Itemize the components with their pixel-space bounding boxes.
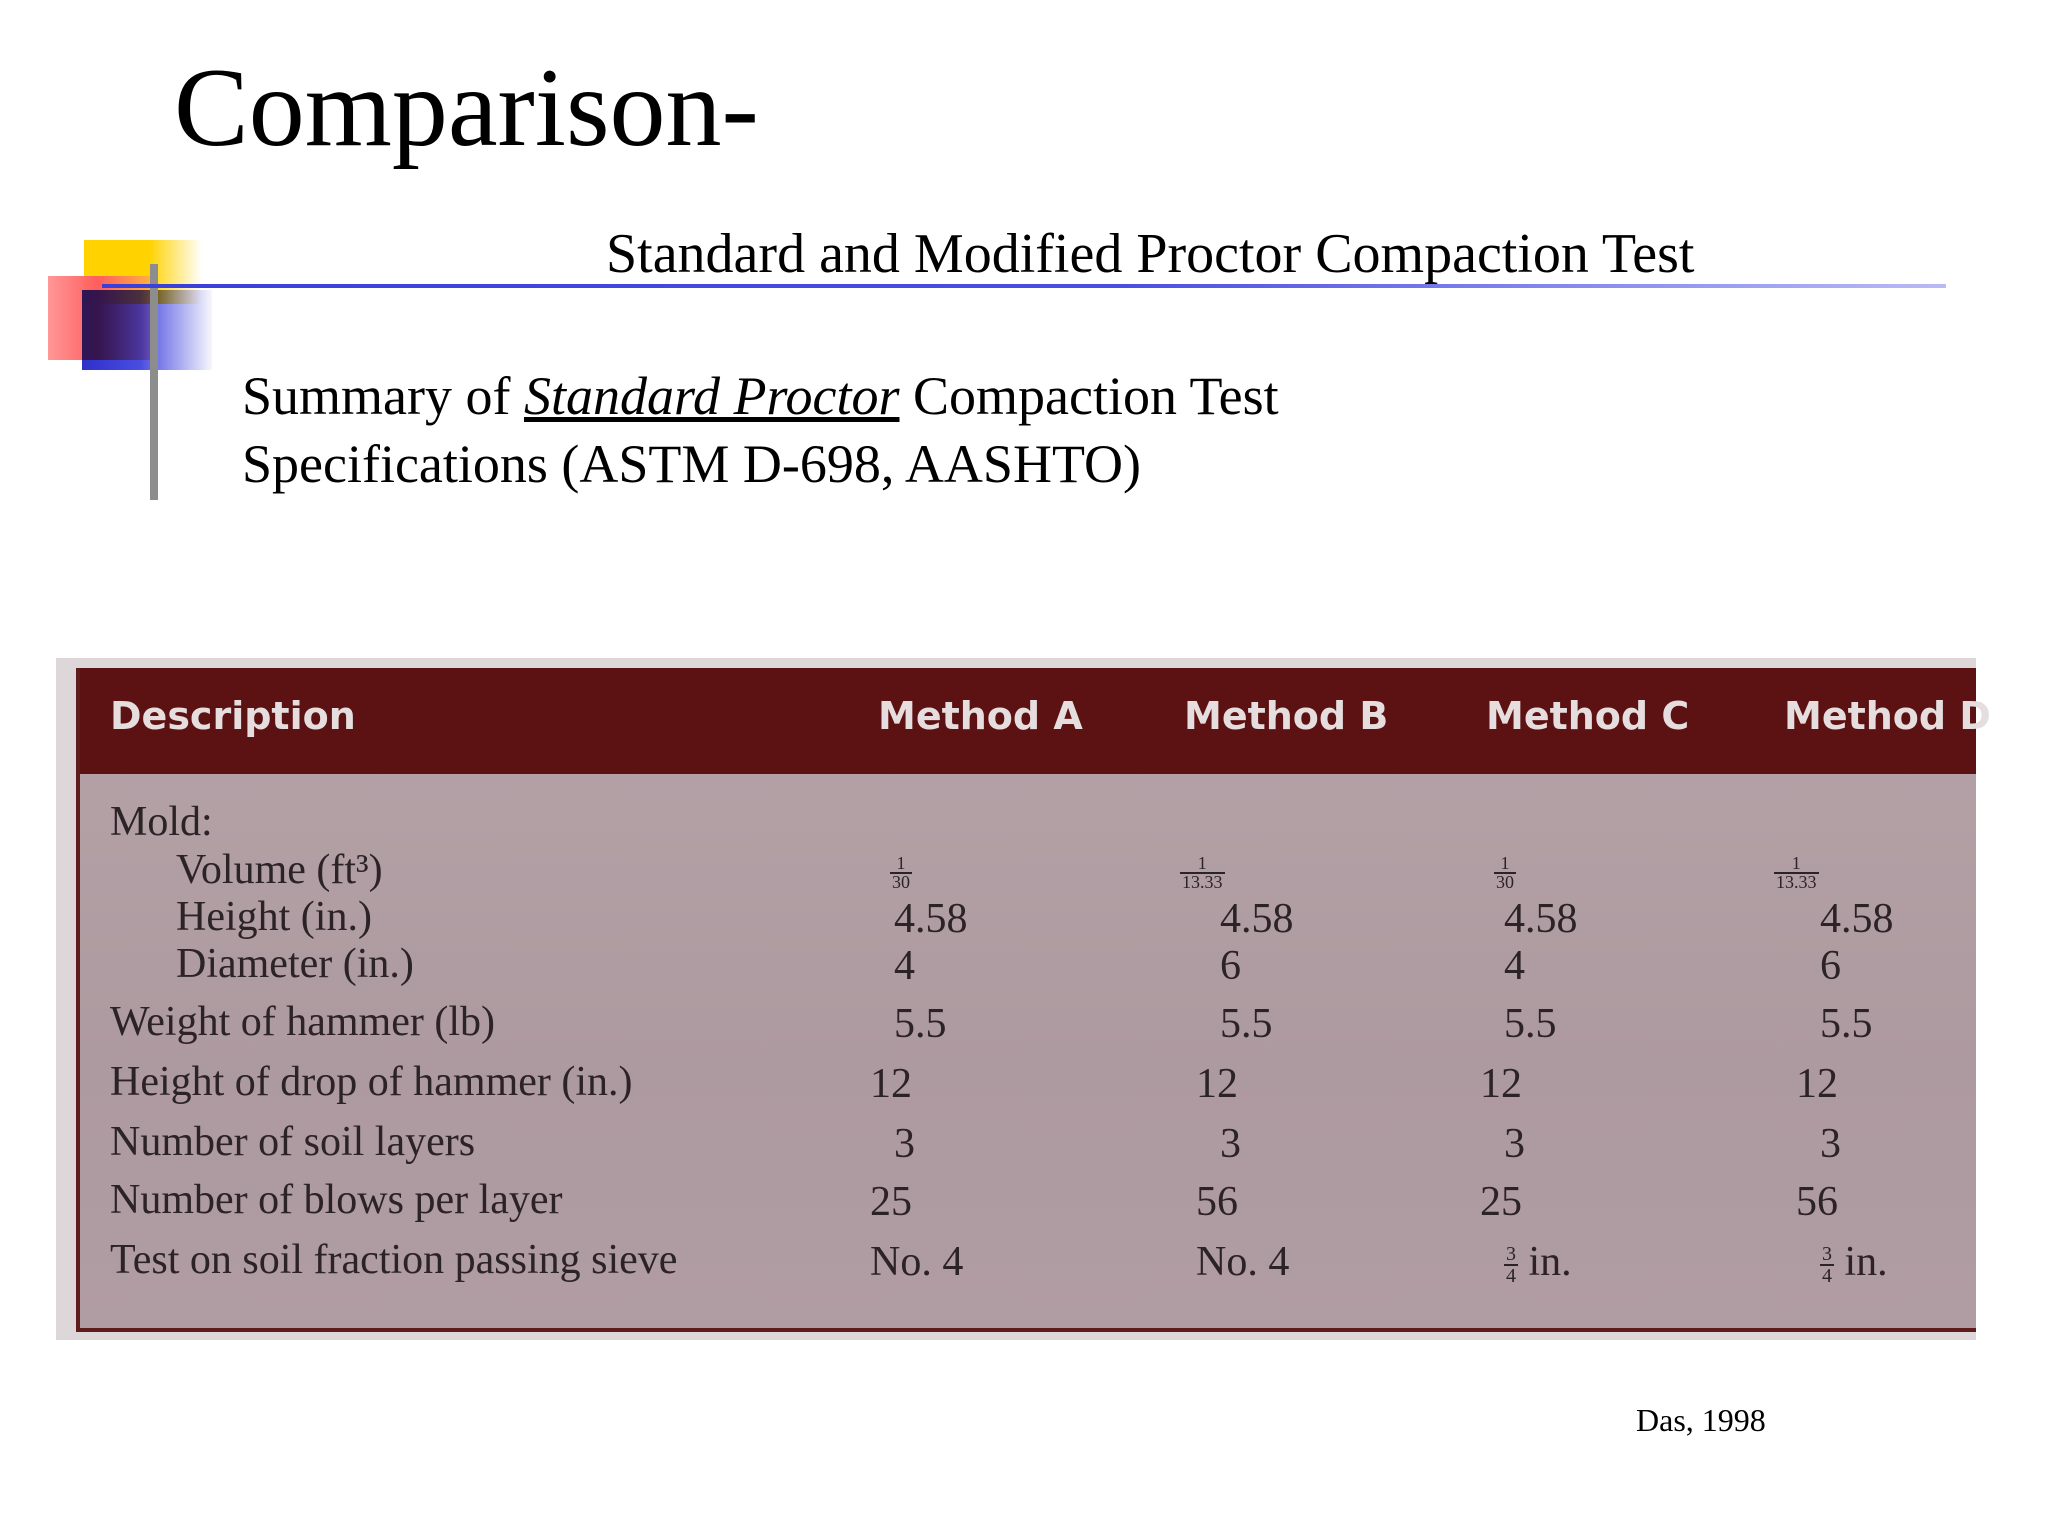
volume-c: [1494, 846, 1516, 894]
weight-b: 5.5: [1220, 1001, 1273, 1047]
sieve-b: No. 4: [1196, 1239, 1290, 1285]
header-method-a: Method A: [878, 694, 1083, 738]
summary-line-1: [242, 362, 1279, 430]
slide-title: Comparison-: [174, 46, 759, 170]
sieve-c: [1504, 1238, 1572, 1286]
summary-suffix: Compaction Test: [899, 366, 1279, 426]
table-header: [80, 668, 1991, 774]
diameter-d: 6: [1820, 943, 1841, 989]
fraction-numerator: 3: [1506, 1243, 1516, 1266]
fraction-denominator: 13.33: [1182, 872, 1223, 893]
volume-c-fraction: [1494, 855, 1516, 891]
specifications-table-image: [56, 658, 1991, 1340]
row-label-weight: Weight of hammer (lb): [110, 999, 495, 1045]
volume-b: [1180, 846, 1225, 894]
sieve-d-fraction: [1820, 1244, 1834, 1286]
height-c: 4.58: [1504, 896, 1578, 942]
fraction-denominator: 30: [1496, 872, 1514, 893]
sieve-d-unit: in.: [1834, 1239, 1888, 1285]
slide-subtitle: Standard and Modified Proctor Compaction Test: [606, 223, 1695, 285]
weight-c: 5.5: [1504, 1001, 1557, 1047]
fraction-numerator: 1: [896, 853, 906, 874]
header-description: Description: [110, 694, 356, 738]
header-method-b: Method B: [1184, 694, 1389, 738]
decor-vertical-bar: [150, 264, 158, 500]
summary-line-2: Specifications (ASTM D-698, AASHTO): [242, 434, 1141, 494]
height-b: 4.58: [1220, 896, 1294, 942]
fraction-numerator: 1: [1197, 853, 1207, 874]
weight-a: 5.5: [894, 1001, 947, 1047]
volume-b-fraction: [1180, 855, 1225, 891]
row-label-layers: Number of soil layers: [110, 1119, 476, 1165]
specifications-table: [76, 668, 1991, 1332]
sieve-c-unit: in.: [1518, 1239, 1572, 1285]
summary-text: [242, 362, 1279, 498]
fraction-denominator: 30: [892, 872, 910, 893]
volume-a-fraction: [890, 855, 912, 891]
volume-d: [1774, 846, 1819, 894]
citation: Das, 1998: [1636, 1402, 1766, 1438]
fraction-numerator: 1: [1791, 853, 1801, 874]
volume-d-fraction: [1774, 855, 1819, 891]
blows-c: 25: [1480, 1179, 1522, 1225]
row-label-blows: Number of blows per layer: [110, 1177, 563, 1223]
fraction-denominator: 4: [1822, 1265, 1832, 1288]
row-label-diameter: Diameter (in.): [176, 941, 414, 987]
blows-b: 56: [1196, 1179, 1238, 1225]
blows-a: 25: [870, 1179, 912, 1225]
fraction-denominator: 4: [1506, 1265, 1516, 1288]
layers-c: 3: [1504, 1121, 1525, 1167]
layers-d: 3: [1820, 1121, 1841, 1167]
blows-d: 56: [1796, 1179, 1838, 1225]
summary-prefix: Summary of: [242, 366, 524, 426]
decor-blue-square: [82, 290, 212, 370]
diameter-c: 4: [1504, 943, 1525, 989]
row-label-height: Height (in.): [176, 894, 372, 940]
summary-emphasis: Standard Proctor: [523, 366, 900, 426]
height-a: 4.58: [894, 896, 968, 942]
drop-b: 12: [1196, 1061, 1238, 1107]
drop-a: 12: [870, 1061, 912, 1107]
height-d: 4.58: [1820, 896, 1894, 942]
layers-a: 3: [894, 1121, 915, 1167]
diameter-b: 6: [1220, 943, 1241, 989]
weight-d: 5.5: [1820, 1001, 1873, 1047]
drop-d: 12: [1796, 1061, 1838, 1107]
sieve-c-fraction: [1504, 1244, 1518, 1286]
fraction-denominator: 13.33: [1776, 872, 1817, 893]
sieve-d: [1820, 1238, 1888, 1286]
fraction-numerator: 3: [1822, 1243, 1832, 1266]
volume-a: [890, 846, 912, 894]
row-label-drop: Height of drop of hammer (in.): [110, 1059, 633, 1105]
row-label-mold: Mold:: [110, 799, 213, 845]
header-method-d: Method D: [1784, 694, 1991, 738]
drop-c: 12: [1480, 1061, 1522, 1107]
fraction-numerator: 1: [1500, 853, 1510, 874]
layers-b: 3: [1220, 1121, 1241, 1167]
row-label-volume: Volume (ft³): [176, 847, 383, 893]
row-label-sieve: Test on soil fraction passing sieve: [110, 1237, 678, 1283]
header-method-c: Method C: [1486, 694, 1690, 738]
diameter-a: 4: [894, 943, 915, 989]
sieve-a: No. 4: [870, 1239, 964, 1285]
